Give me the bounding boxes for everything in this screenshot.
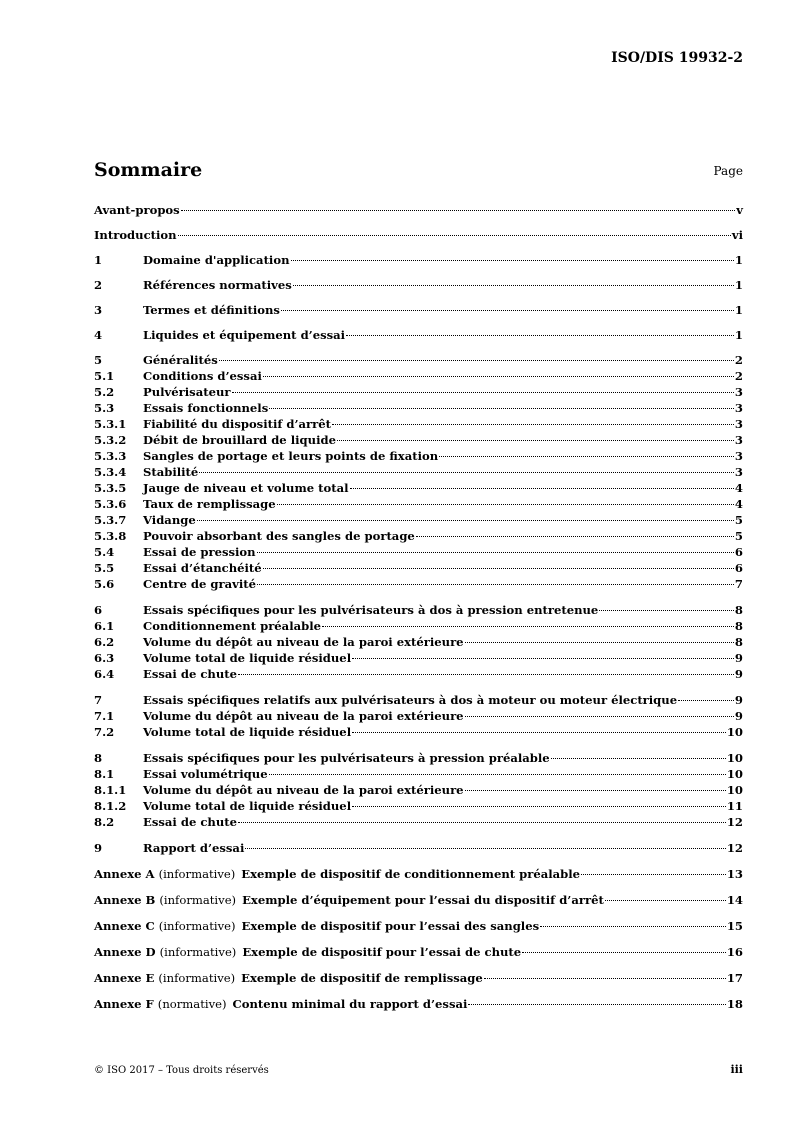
section-title: Exemple de dispositif de remplissage: [241, 971, 483, 985]
section-number: 5.3.7: [94, 513, 127, 527]
section-number: 9: [94, 841, 103, 855]
toc-page-number: 6: [734, 545, 743, 559]
section-title: Domaine d'application: [143, 253, 290, 267]
toc-page-number: 4: [734, 481, 743, 495]
section-title: Essai d’étanchéité: [143, 561, 262, 575]
section-title: Avant-propos: [94, 203, 180, 217]
toc-page-number: 10: [726, 783, 743, 797]
toc-entry[interactable]: [94, 252, 743, 268]
dot-leader: [352, 658, 734, 659]
toc-annex-entry[interactable]: [94, 892, 743, 908]
toc-page-number: 1: [734, 278, 743, 292]
section-number: 5.3.4: [94, 465, 127, 479]
dot-leader: [281, 310, 734, 311]
toc-page-number: 16: [726, 945, 743, 959]
section-number: 5.5: [94, 561, 115, 575]
toc-page-number: 13: [726, 867, 743, 881]
toc-entry[interactable]: [94, 277, 743, 293]
toc-entry[interactable]: [94, 384, 743, 400]
section-title: Exemple de dispositif pour l’essai de chute: [242, 945, 522, 959]
dot-leader: [678, 700, 734, 701]
dot-leader: [332, 424, 734, 425]
section-title: Essais fonctionnels: [143, 401, 269, 415]
section-title: Généralités: [143, 353, 218, 367]
toc-page-number: 9: [734, 693, 743, 707]
toc-page-number: 7: [734, 577, 743, 591]
toc-heading: Sommaire: [94, 159, 203, 181]
dot-leader: [337, 440, 734, 441]
section-number: 8.1.2: [94, 799, 127, 813]
section-number: 5.1: [94, 369, 115, 383]
section-title: Volume du dépôt au niveau de la paroi extérieure: [143, 635, 464, 649]
toc-annex-entry[interactable]: [94, 918, 743, 934]
section-number: 6.3: [94, 651, 115, 665]
toc-page-number: 12: [726, 815, 743, 829]
toc-entry[interactable]: [94, 560, 743, 576]
dot-leader: [465, 716, 734, 717]
annex-label: Annexe C: [94, 919, 155, 933]
section-number: 5.3.8: [94, 529, 127, 543]
section-number: 7.2: [94, 725, 115, 739]
section-title: Introduction: [94, 228, 177, 242]
section-title: Volume du dépôt au niveau de la paroi extérieure: [143, 709, 464, 723]
copyright-notice: © ISO 2017 – Tous droits réservés: [94, 1065, 269, 1076]
section-title: Conditionnement préalable: [143, 619, 321, 633]
toc-entry[interactable]: [94, 528, 743, 544]
section-title: Volume total de liquide résiduel: [143, 651, 352, 665]
toc-entry[interactable]: [94, 464, 743, 480]
dot-leader: [465, 790, 726, 791]
section-number: 8.1.1: [94, 783, 127, 797]
section-number: 5.2: [94, 385, 115, 399]
section-title: Essais spécifiques pour les pulvérisateurs à dos à pression entretenue: [143, 603, 599, 617]
section-number: 5.3.6: [94, 497, 127, 511]
section-number: 5.4: [94, 545, 115, 559]
section-title: Essais spécifiques pour les pulvérisateurs à pression préalable: [143, 751, 550, 765]
section-title: Exemple de dispositif pour l’essai des sangles: [241, 919, 540, 933]
dot-leader: [465, 642, 734, 643]
toc-page-number: 3: [734, 465, 743, 479]
dot-leader: [599, 610, 734, 611]
page-number: iii: [730, 1063, 743, 1076]
section-number: 7.1: [94, 709, 115, 723]
section-title: Essai de chute: [143, 815, 238, 829]
dot-leader: [245, 848, 726, 849]
section-number: 8.1: [94, 767, 115, 781]
section-title: Fiabilité du dispositif d’arrêt: [143, 417, 332, 431]
toc-page-number: 15: [726, 919, 743, 933]
dot-leader: [322, 626, 734, 627]
toc-page-number: 3: [734, 401, 743, 415]
dot-leader: [277, 504, 734, 505]
toc-page-number: 1: [734, 328, 743, 342]
toc-annex-entry[interactable]: [94, 996, 743, 1012]
dot-leader: [439, 456, 734, 457]
section-title: Conditions d’essai: [143, 369, 262, 383]
annex-label: Annexe E: [94, 971, 155, 985]
toc-entry[interactable]: [94, 814, 743, 830]
section-title: Exemple de dispositif de conditionnement préalable: [241, 867, 581, 881]
toc-entry[interactable]: [94, 480, 743, 496]
section-number: 5: [94, 353, 103, 367]
dot-leader: [468, 1004, 725, 1005]
dot-leader: [232, 392, 734, 393]
toc-page-number: 4: [734, 497, 743, 511]
section-number: 5.3.3: [94, 449, 127, 463]
toc-entry[interactable]: [94, 327, 743, 343]
toc-page-number: 18: [726, 997, 743, 1011]
dot-leader: [219, 360, 734, 361]
section-number: 6.4: [94, 667, 115, 681]
section-title: Termes et définitions: [143, 303, 280, 317]
section-title: Essai de pression: [143, 545, 256, 559]
toc-annex-entry[interactable]: [94, 970, 743, 986]
toc-entry[interactable]: [94, 368, 743, 384]
dot-leader: [257, 552, 734, 553]
dot-leader: [581, 874, 726, 875]
toc-entry[interactable]: [94, 544, 743, 560]
section-number: 7: [94, 693, 103, 707]
toc-page-number: 5: [734, 529, 743, 543]
dot-leader: [293, 285, 734, 286]
dot-leader: [484, 978, 726, 979]
section-number: 6.2: [94, 635, 115, 649]
dot-leader: [269, 774, 726, 775]
section-number: 6: [94, 603, 103, 617]
toc-entry[interactable]: [94, 496, 743, 512]
section-title: Essais spécifiques relatifs aux pulvérisateurs à dos à moteur ou moteur électrique: [143, 693, 678, 707]
dot-leader: [263, 568, 734, 569]
toc-entry[interactable]: [94, 618, 743, 634]
section-title: Essai de chute: [143, 667, 238, 681]
section-title: Références normatives: [143, 278, 292, 292]
toc-page-number: 3: [734, 417, 743, 431]
section-number: 5.3.2: [94, 433, 127, 447]
toc-entry[interactable]: [94, 448, 743, 464]
dot-leader: [199, 472, 734, 473]
section-number: 4: [94, 328, 103, 342]
toc-page-number: 9: [734, 651, 743, 665]
annex-label: Annexe A: [94, 867, 155, 881]
section-title: Centre de gravité: [143, 577, 257, 591]
toc-page-number: 1: [734, 303, 743, 317]
toc-page-number: 10: [726, 725, 743, 739]
dot-leader: [197, 520, 734, 521]
dot-leader: [238, 674, 734, 675]
toc-page-number: v: [736, 203, 743, 217]
section-number: 5.3.1: [94, 417, 127, 431]
section-number: 5.6: [94, 577, 115, 591]
toc-entry[interactable]: [94, 666, 743, 682]
annex-label: Annexe F: [94, 997, 154, 1011]
section-number: 8.2: [94, 815, 115, 829]
toc-page-number: 10: [726, 751, 743, 765]
toc-page-number: 1: [734, 253, 743, 267]
toc-annex-entry[interactable]: [94, 866, 743, 882]
toc-page-number: 9: [734, 709, 743, 723]
dot-leader: [416, 536, 734, 537]
dot-leader: [522, 952, 726, 953]
toc-page-number: 8: [734, 603, 743, 617]
toc-entry[interactable]: [94, 302, 743, 318]
toc-entry[interactable]: [94, 602, 743, 618]
toc-entry[interactable]: [94, 202, 743, 218]
toc-page-number: 17: [726, 971, 743, 985]
toc-page-number: 11: [726, 799, 743, 813]
toc-page-number: 8: [734, 635, 743, 649]
toc-page-number: 3: [734, 433, 743, 447]
dot-leader: [178, 235, 731, 236]
dot-leader: [263, 376, 734, 377]
annex-type: (informative): [159, 893, 237, 907]
dot-leader: [181, 210, 736, 211]
toc-entry[interactable]: [94, 576, 743, 592]
section-number: 8: [94, 751, 103, 765]
section-title: Pulvérisateur: [143, 385, 231, 399]
annex-type: (informative): [158, 867, 236, 881]
section-title: Rapport d’essai: [143, 841, 245, 855]
dot-leader: [257, 584, 734, 585]
annex-type: (informative): [158, 919, 236, 933]
section-number: 2: [94, 278, 103, 292]
toc-entry[interactable]: [94, 708, 743, 724]
toc-page-number: 3: [734, 385, 743, 399]
toc-page-number: 2: [734, 369, 743, 383]
section-title: Vidange: [143, 513, 196, 527]
toc-page-number: 14: [726, 893, 743, 907]
annex-type: (normative): [157, 997, 227, 1011]
toc-entry[interactable]: [94, 352, 743, 368]
toc-entry[interactable]: [94, 750, 743, 766]
toc-entry[interactable]: [94, 416, 743, 432]
annex-type: (informative): [158, 971, 236, 985]
toc-entry[interactable]: [94, 432, 743, 448]
toc-page-number: 8: [734, 619, 743, 633]
section-number: 6.1: [94, 619, 115, 633]
toc-page-number: 2: [734, 353, 743, 367]
toc-page-number: 6: [734, 561, 743, 575]
annex-label: Annexe B: [94, 893, 156, 907]
section-title: Contenu minimal du rapport d’essai: [232, 997, 468, 1011]
toc-entry[interactable]: [94, 724, 743, 740]
section-title: Sangles de portage et leurs points de fixation: [143, 449, 439, 463]
section-title: Volume du dépôt au niveau de la paroi extérieure: [143, 783, 464, 797]
dot-leader: [269, 408, 734, 409]
annex-type: (informative): [159, 945, 237, 959]
document-id: ISO/DIS 19932-2: [611, 50, 743, 66]
section-number: 3: [94, 303, 103, 317]
section-title: Pouvoir absorbant des sangles de portage: [143, 529, 415, 543]
dot-leader: [540, 926, 726, 927]
dot-leader: [352, 732, 726, 733]
section-title: Stabilité: [143, 465, 199, 479]
dot-leader: [551, 758, 726, 759]
toc-entry[interactable]: [94, 840, 743, 856]
section-title: Volume total de liquide résiduel: [143, 799, 352, 813]
section-number: 1: [94, 253, 103, 267]
toc-page-number: vi: [731, 228, 743, 242]
toc-page-number: 10: [726, 767, 743, 781]
section-title: Jauge de niveau et volume total: [143, 481, 349, 495]
toc-entry[interactable]: [94, 692, 743, 708]
toc-page-number: 9: [734, 667, 743, 681]
section-title: Taux de remplissage: [143, 497, 276, 511]
toc-entry[interactable]: [94, 400, 743, 416]
dot-leader: [350, 488, 734, 489]
section-number: 5.3: [94, 401, 115, 415]
toc-page-number: 12: [726, 841, 743, 855]
toc-entry[interactable]: [94, 766, 743, 782]
dot-leader: [291, 260, 734, 261]
page-column-label: Page: [713, 164, 743, 178]
toc-entry[interactable]: [94, 227, 743, 243]
section-title: Débit de brouillard de liquide: [143, 433, 336, 447]
toc-entry[interactable]: [94, 634, 743, 650]
section-number: 5.3.5: [94, 481, 127, 495]
dot-leader: [346, 335, 734, 336]
toc-entry[interactable]: [94, 798, 743, 814]
toc-page-number: 3: [734, 449, 743, 463]
toc-entry[interactable]: [94, 650, 743, 666]
dot-leader: [352, 806, 726, 807]
section-title: Volume total de liquide résiduel: [143, 725, 352, 739]
section-title: Exemple d’équipement pour l’essai du dispositif d’arrêt: [242, 893, 604, 907]
section-title: Liquides et équipement d’essai: [143, 328, 346, 342]
dot-leader: [238, 822, 726, 823]
toc-entry[interactable]: [94, 512, 743, 528]
dot-leader: [605, 900, 726, 901]
toc-annex-entry[interactable]: [94, 944, 743, 960]
toc-entry[interactable]: [94, 782, 743, 798]
toc-page-number: 5: [734, 513, 743, 527]
section-title: Essai volumétrique: [143, 767, 268, 781]
annex-label: Annexe D: [94, 945, 156, 959]
